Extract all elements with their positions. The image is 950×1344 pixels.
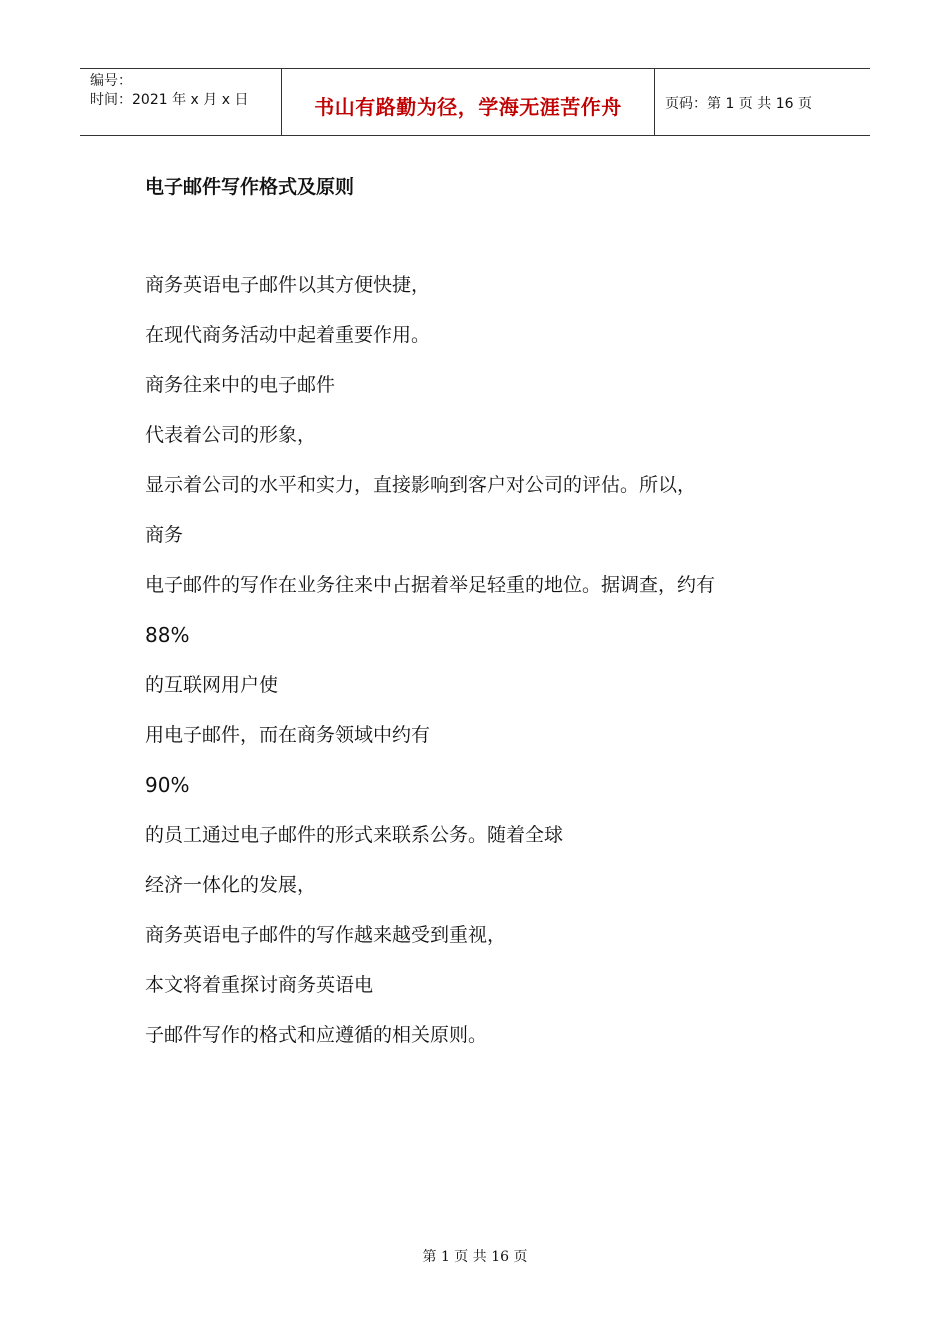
serial-label: 编号： xyxy=(90,73,132,89)
body-line: 商务 xyxy=(145,524,184,546)
date-label: 时间：2021 年 x 月 x 日 xyxy=(90,92,249,108)
body-line: 用电子邮件，而在商务领域中约有 xyxy=(145,724,431,746)
body-line: 在现代商务活动中起着重要作用。 xyxy=(145,324,431,346)
body-line: 商务英语电子邮件的写作越来越受到重视， xyxy=(145,924,507,946)
body-line: 电子邮件的写作在业务往来中占据着举足轻重的地位。据调查，约有 xyxy=(145,574,716,596)
motto-text: 书山有路勤为径，学海无涯苦作舟 xyxy=(314,95,622,119)
body-line-number: 88% xyxy=(145,623,190,647)
document-body xyxy=(145,268,845,1068)
body-line: 的互联网用户使 xyxy=(145,674,279,696)
body-line: 的员工通过电子邮件的形式来联系公务。随着全球 xyxy=(145,824,564,846)
body-line-number: 90% xyxy=(145,773,190,797)
body-line: 经济一体化的发展， xyxy=(145,874,317,896)
body-line: 子邮件写作的格式和应遵循的相关原则。 xyxy=(145,1024,488,1046)
document-header xyxy=(80,68,870,136)
body-line: 商务英语电子邮件以其方便快捷， xyxy=(145,274,431,296)
body-line: 代表着公司的形象， xyxy=(145,424,317,446)
body-line: 本文将着重探讨商务英语电 xyxy=(145,974,374,996)
header-meta-cell xyxy=(80,69,282,135)
header-page-cell xyxy=(655,69,870,135)
header-motto-cell xyxy=(282,69,655,135)
page-code: 页码：第 1 页 共 16 页 xyxy=(665,96,812,112)
body-line: 商务往来中的电子邮件 xyxy=(145,374,336,396)
page-footer: 第 1 页 共 16 页 xyxy=(422,1249,528,1265)
document-title: 电子邮件写作格式及原则 xyxy=(145,176,355,198)
body-line: 显示着公司的水平和实力，直接影响到客户对公司的评估。所以， xyxy=(145,474,697,496)
